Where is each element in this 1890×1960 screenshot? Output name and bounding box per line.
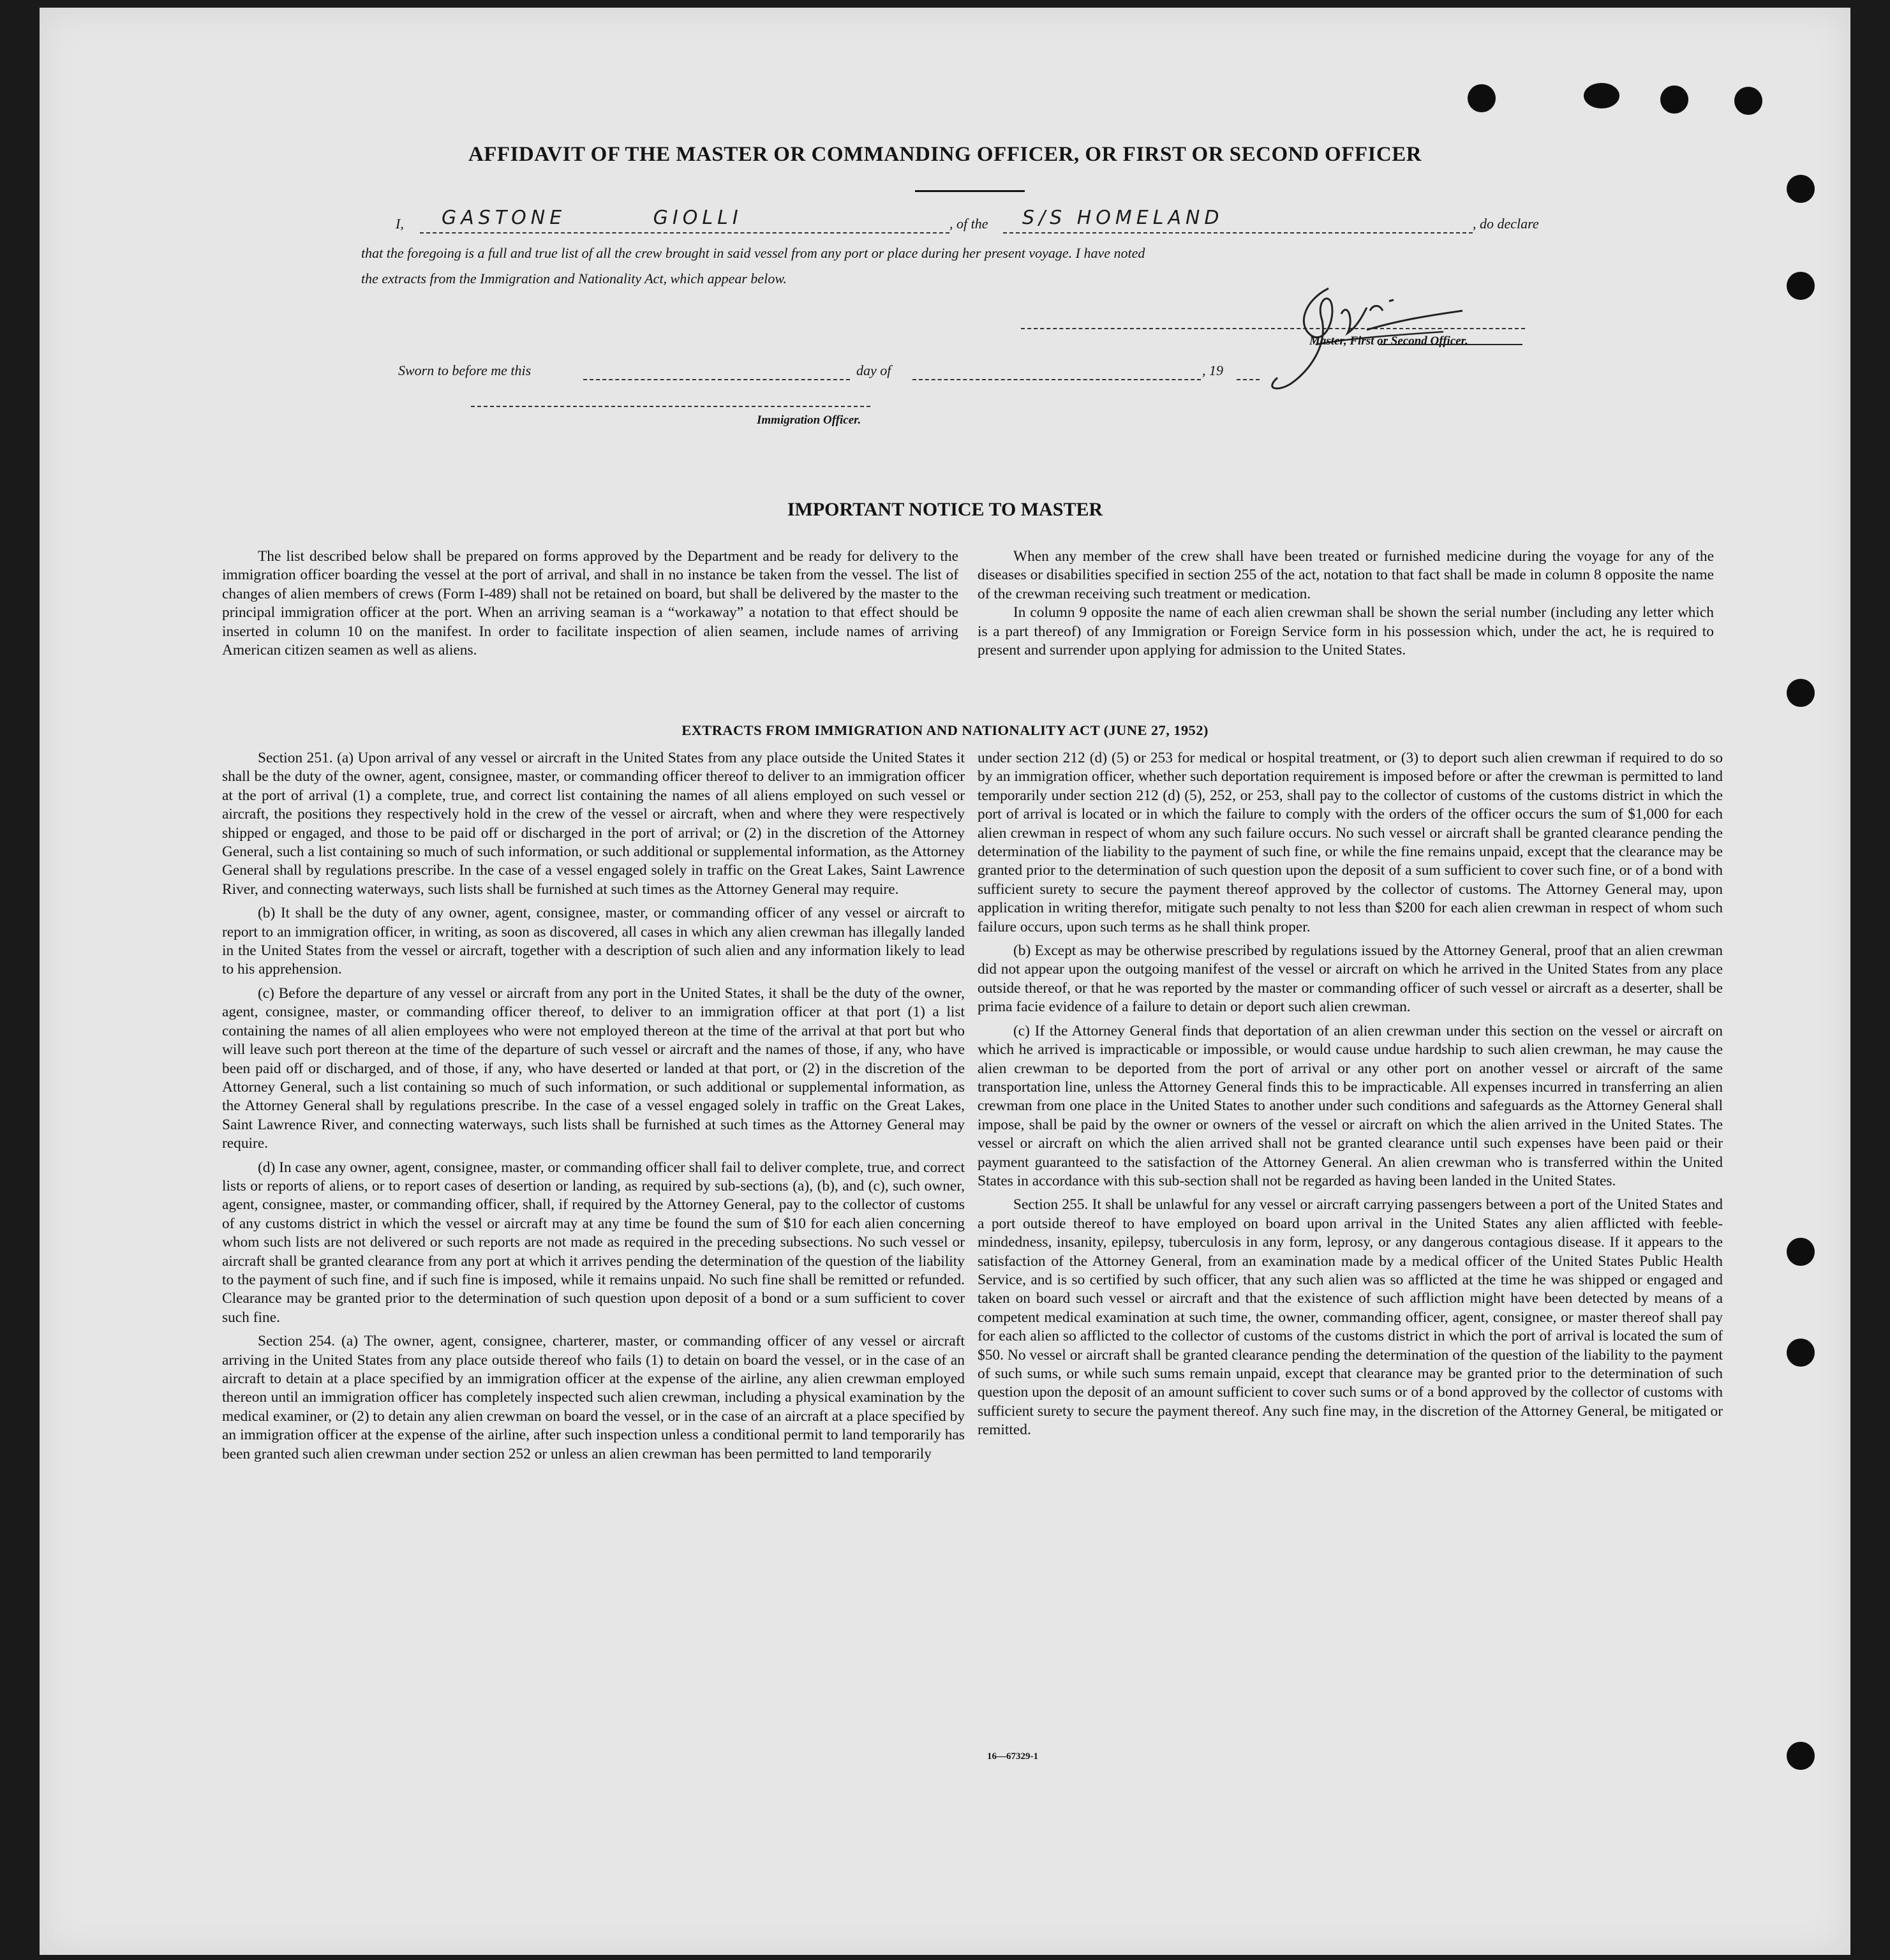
punch-hole <box>1734 87 1762 115</box>
affidavit-body-line2: the extracts from the Immigration and Nationality Act, which appear below. <box>361 271 787 286</box>
section-paragraph: (c) Before the departure of any vessel or aircraft from any port in the United States, it shall be the duty of the owner, agent, consignee, master, or commanding officer thereof, to deliver to an immigration officer at that port (1) a list containing the names of all alien employees who were not employed thereon at the time of the arrival at that port but who will leave such port thereon at the time of the departure of such vessel or aircraft and the names of those, if any, who have been paid off or discharged, and of those, if any, who have deserted or landed at that port, or (2) in the discretion of the Attorney General, such a list containing so much of such information, or such additional or supplemental information, as the Attorney General shall by regulations prescribe. In the case of a vessel engaged solely in traffic on the Great Lakes, Saint Lawrence River, and connecting waterways, such lists shall be furnished at such times as the Attorney General may require. <box>222 984 965 1152</box>
form-number: 16—67329-1 <box>987 1751 1038 1762</box>
punch-hole <box>1660 85 1688 114</box>
title-rule <box>915 190 1025 192</box>
punch-hole <box>1787 1742 1815 1770</box>
immigration-officer-line <box>471 406 870 407</box>
extracts-title: EXTRACTS FROM IMMIGRATION AND NATIONALITY ACT (JUNE 27, 1952) <box>681 722 1209 738</box>
notice-right-column <box>978 547 1714 665</box>
affidavit-title: AFFIDAVIT OF THE MASTER OR COMMANDING OFFICER, OR FIRST OR SECOND OFFICER <box>468 143 1422 166</box>
punch-hole <box>1584 83 1619 108</box>
section-paragraph: (b) It shall be the duty of any owner, agent, consignee, master, or commanding officer of any vessel or aircraft to report to an immigration officer, in writing, as soon as discovered, all cases in which any alien crewman has illegally landed in the United States from the vessel or aircraft, together with a description of such alien and any information likely to lead to his apprehension. <box>222 905 965 978</box>
extracts-left-column <box>222 749 965 1469</box>
affidavit-body-line1: that the foregoing is a full and true list of all the crew brought in said vessel from any port or place during her present voyage. I have noted <box>361 245 1145 261</box>
declarant-prefix: I, <box>396 216 404 232</box>
declarant-name-handwritten: GASTONE GIOLLI <box>442 207 743 229</box>
sworn-date-line <box>583 379 850 380</box>
signer-caption: Master, First or Second Officer. <box>1309 334 1468 348</box>
day-of-label: day of <box>856 362 891 378</box>
vessel-name-line <box>1003 232 1473 234</box>
sworn-month-line <box>912 379 1201 380</box>
vessel-name-handwritten: S/S HOMELAND <box>1022 207 1224 229</box>
section-paragraph: (c) If the Attorney General finds that deportation of an alien crewman under this section on the vessel or aircraft on which he arrived is impracticable or impossible, or would cause undue hardship to such alien crewman, he may cause the alien crewman to be deported from the port of arrival or any other port on another vessel or aircraft of the same transportation line, unless the Attorney General finds this to be impracticable. All expenses incurred in transferring an alien crewman from one place in the United States to another under such conditions and safeguards as the Attorney General shall impose, shall be paid by the owner or owners of the vessel or aircraft on which the alien arrived in the United States. The vessel or aircraft on which the alien arrived shall not be granted clearance until such expenses have been paid or their payment guaranteed to the satisfaction of the Attorney General. An alien crewman who is transferred within the United States in accordance with this sub-section shall not be regarded as having been landed in the United States. <box>978 1022 1723 1189</box>
section-paragraph: (b) Except as may be otherwise prescribed by regulations issued by the Attorney General, proof that an alien crewman did not appear upon the outgoing manifest of the vessel or aircraft on which he arrived in the United States from any place outside thereof, or that he was reported by the master or commanding officer of such vessel or aircraft as a deserter, shall be prima facie evidence of a failure to detain or deport such alien crewman. <box>978 942 1723 1016</box>
of-the-label: , of the <box>949 216 988 232</box>
punch-hole <box>1787 272 1815 300</box>
punch-hole <box>1787 679 1815 707</box>
section-paragraph: Section 254. (a) The owner, agent, consignee, charterer, master, or commanding officer of any vessel or aircraft arriving in the United States from any place outside thereof who fails (1) to detain on board the vessel, or in the case of an aircraft to detain at a place specified by an immigration officer at the expense of the airline, any alien crewman employed thereon until an immigration officer has completely inspected such alien crewman, including a physical examination by the medical examiner, or (2) to detain any alien crewman on board the vessel, or in the case of an aircraft at a place specified by an immigration officer at the expense of the airline, after such inspection unless a conditional permit to land temporarily has been granted such alien crewman under section 252 or unless an alien crewman has been permitted to land temporarily <box>222 1333 965 1462</box>
notice-title: IMPORTANT NOTICE TO MASTER <box>787 499 1103 520</box>
sworn-year-line <box>1237 379 1260 380</box>
notice-paragraph: The list described below shall be prepared on forms approved by the Department and be ready for delivery to the immigration officer boarding the vessel at the port of arrival, and shall in no instance be taken from the vessel. The list of changes of alien members of crews (Form I-489) shall not be retained on board, but shall be delivered by the master to the principal immigration officer at the port. When an arriving seaman is a “workaway” a notation to that effect should be inserted in column 10 on the manifest. In order to facilitate inspection of alien seamen, include names of arriving American citizen seamen as well as aliens. <box>222 548 958 659</box>
section-paragraph: Section 255. It shall be unlawful for any vessel or aircraft carrying passengers between a port of the United States and a port outside thereof to have employed on board upon arrival in the United States any alien afflicted with feeble-mindedness, insanity, epilepsy, tuberculosis in any form, leprosy, or any dangerous contagious disease. If it appears to the satisfaction of the Attorney General, from an examination made by a medical officer of the United States Public Health Service, and is so certified by such officer, that any such alien was so afflicted at the time he was shipped or engaged and taken on board such vessel or aircraft and that the existence of such affliction might have been detected by means of a competent medical examination at such time, the owner, commanding officer, agent, consignee, or master thereof shall pay for each alien so afflicted to the collector of customs of the customs district in which the port of arrival is located the sum of $50. No vessel or aircraft shall be granted clearance pending the determination of the question of the liability to the payment of such sums, or while such sums remain unpaid, except that clearance may be granted prior to the determination of such question upon the deposit of an amount sufficient to cover such sums or of a bond approved by the collector of customs with sufficient surety to secure the payment thereof. Any such fine may, in the discretion of the Attorney General, be mitigated or remitted. <box>978 1196 1723 1439</box>
notice-left-column <box>222 547 958 665</box>
document-page <box>40 8 1850 1955</box>
notice-paragraph: In column 9 opposite the name of each alien crewman shall be shown the serial number (including any letter which is a part thereof) of any Immigration or Foreign Service form in his possession which, under the act, he is required to present and surrender upon applying for admission to the United States. <box>978 604 1714 659</box>
punch-hole <box>1787 1339 1815 1367</box>
do-declare-label: , do declare <box>1473 216 1539 232</box>
punch-hole <box>1468 84 1496 112</box>
sworn-label: Sworn to before me this <box>398 362 532 378</box>
section-paragraph: under section 212 (d) (5) or 253 for medical or hospital treatment, or (3) to deport such alien crewman if required to do so by an immigration officer, whether such deportation requirement is imposed before or after the crewman is permitted to land temporarily under section 212 (d) (5), 252, or 253, shall pay to the collector of customs of the customs district in which the port of arrival is located or in which the failure to comply with the orders of the officer occurs the sum of $1,000 for each alien crewman in respect of whom any such failure occurs. No such vessel or aircraft shall be granted clearance pending the determination of the liability to the payment of such fine, or while the fine remains unpaid, except that the clearance may be granted prior to the determination of such question upon the deposit of a sum sufficient to cover such fine, or of a bond with sufficient surety to secure the payment thereof approved by the collector of customs. The Attorney General may, upon application in writing therefor, mitigate such penalty to not less than $200 for each alien crewman in respect of whom such failure occurs, upon such terms as he shall think proper. <box>978 750 1723 935</box>
strikeout-line <box>1378 344 1522 345</box>
section-paragraph: Section 251. (a) Upon arrival of any vessel or aircraft in the United States from any place outside the United States it shall be the duty of the owner, agent, consignee, master, or commanding officer thereof to deliver to an immigration officer at the port of arrival (1) a complete, true, and correct list containing the names of all aliens employed on such vessel or aircraft, the positions they respectively hold in the crew of the vessel or aircraft, when and where they were respectively shipped or engaged, and those to be paid off or discharged in the port of arrival; or (2) in the discretion of the Attorney General, such a list containing so much of such information, or such additional or supplemental information, as the Attorney General shall by regulations prescribe. In the case of a vessel engaged solely in traffic on the Great Lakes, Saint Lawrence River, and connecting waterways, such lists shall be furnished at such times as the Attorney General may require. <box>222 750 965 898</box>
extracts-right-column <box>978 749 1723 1445</box>
punch-hole <box>1787 1238 1815 1266</box>
notice-paragraph: When any member of the crew shall have been treated or furnished medicine during the voyage for any of the diseases or disabilities specified in section 255 of the act, notation to that fact shall be made in column 8 opposite the name of the crewman receiving such treatment or medication. <box>978 548 1714 602</box>
declarant-name-line <box>420 232 949 234</box>
year-prefix: , 19 <box>1202 362 1223 378</box>
punch-hole <box>1787 175 1815 203</box>
immigration-officer-caption: Immigration Officer. <box>757 413 861 427</box>
section-paragraph: (d) In case any owner, agent, consignee, master, or commanding officer shall fail to deliver complete, true, and correct lists or reports of aliens, or to report cases of desertion or landing, as required by sub-sections (a), (b), and (c), such owner, agent, consignee, master, or commanding officer, shall, if required by the Attorney General, pay to the collector of customs of any customs district in which the vessel or aircraft may at any time be found the sum of $10 for each alien concerning whom such lists are not delivered or such reports are not made as required in the preceding subsections. No such vessel or aircraft shall be granted clearance from any port at which it arrives pending the determination of the question of the liability to the payment of such fine, and if such fine is imposed, while it remains unpaid. No such fine shall be remitted or refunded. Clearance may be granted prior to the determination of such question upon deposit of a bond or a sum sufficient to cover such fine. <box>222 1159 965 1326</box>
